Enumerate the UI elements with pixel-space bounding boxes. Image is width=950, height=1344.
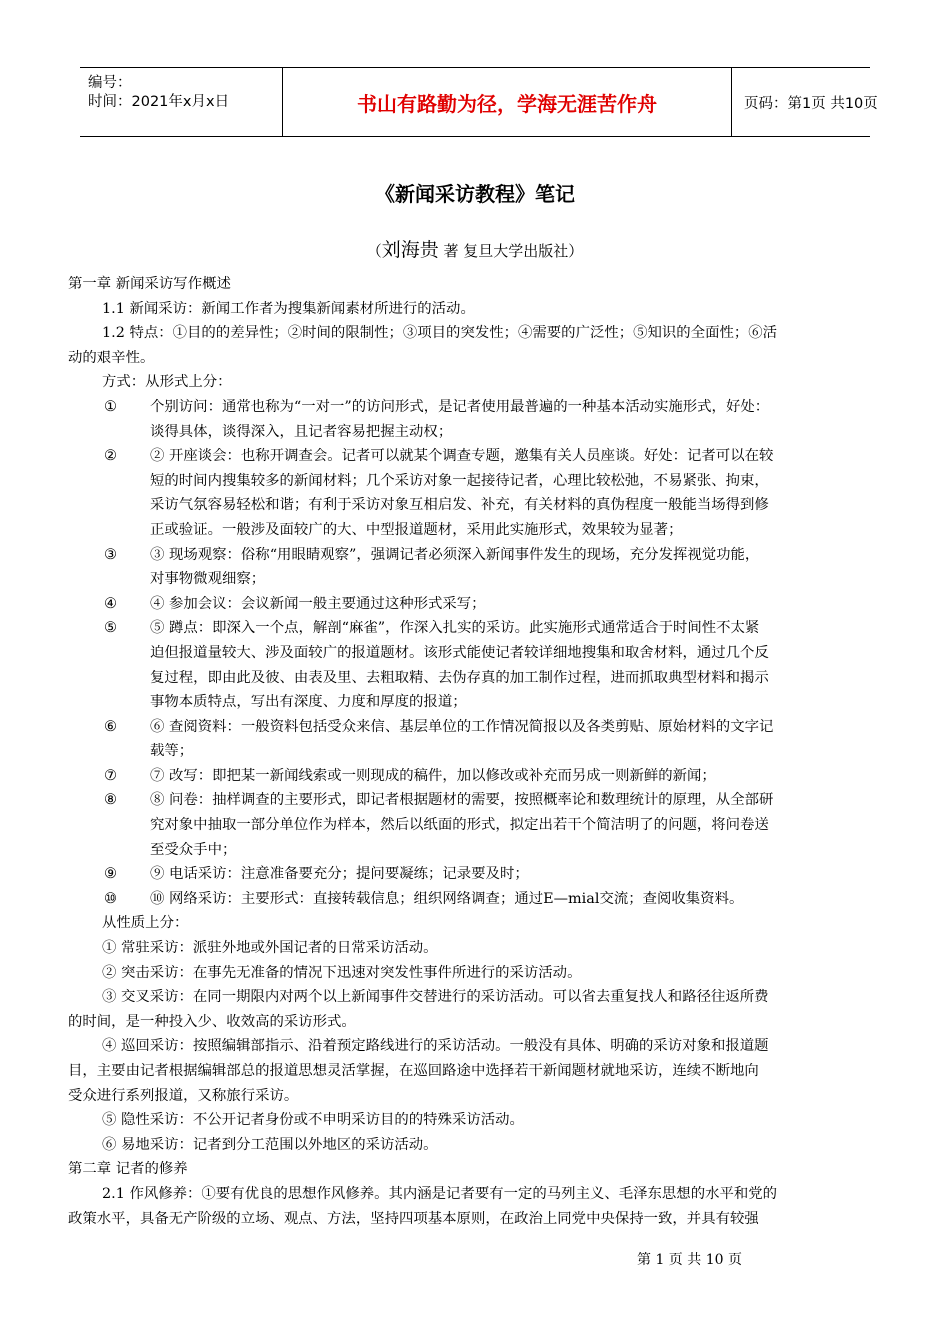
list-text: 对事物微观细察； (150, 571, 266, 588)
chapter-heading: 第一章 新闻采访写作概述 (68, 276, 231, 292)
list-text: 究对象中抽取一部分单位作为样本，然后以纸面的形式，拟定出若干个简洁明了的问题，将问卷送 (150, 817, 769, 834)
paragraph-line: 1.1 新闻采访：新闻工作者为搜集新闻素材所进行的活动。 (102, 300, 475, 317)
list-text: ④ 参加会议：会议新闻一般主要通过这种形式采写； (150, 595, 486, 612)
paragraph-line: 从性质上分： (102, 915, 189, 932)
paragraph-line: 动的艰辛性。 (68, 349, 155, 366)
list-text: ⑥ 查阅资料：一般资料包括受众来信、基层单位的工作情况简报以及各类剪贴、原始材料的文字记 (150, 718, 774, 735)
paragraph-line: 受众进行系列报道，又称旅行采访。 (68, 1087, 299, 1104)
list-text: 载等； (150, 743, 194, 760)
number-label: 编号： (88, 75, 132, 91)
motto: 书山有路勤为径，学海无涯苦作舟 (282, 68, 732, 136)
paragraph-line: 1.2 特点：①目的的差异性；②时间的限制性；③项目的突发性；④需要的广泛性；⑤知识的全面性；⑥活 (102, 325, 778, 342)
list-number: ⑨ (104, 866, 117, 883)
list-item (68, 543, 880, 592)
list-item (68, 395, 880, 444)
list-number: ⑩ (104, 890, 117, 907)
list-item (68, 444, 880, 542)
list-text: 正或验证。一般涉及面较广的大、中型报道题材，采用此实施形式，效果较为显著； (150, 521, 683, 538)
document-body (68, 272, 880, 1231)
list-text: 个别访问：通常也称为“一对一”的访问形式，是记者使用最普遍的一种基本活动实施形式，好处： (150, 398, 770, 415)
paragraph-line: 2.1 作风修养：①要有优良的思想作风修养。其内涵是记者要有一定的马列主义、毛泽东思想的水平和党的 (102, 1185, 778, 1202)
author-open: （ (366, 242, 382, 260)
list-item (68, 887, 880, 912)
list-item (68, 862, 880, 887)
list-number: ⑥ (104, 718, 117, 735)
page-footer: 第 1 页 共 10 页 (637, 1252, 742, 1268)
list-text: 事物本质特点，写出有深度、力度和厚度的报道； (150, 694, 467, 711)
header-table (80, 67, 878, 137)
paragraph-line: ④ 巡回采访：按照编辑部指示、沿着预定路线进行的采访活动。一般没有具体、明确的采访对象和报道题 (102, 1038, 769, 1055)
list-item (68, 616, 880, 714)
paragraph-line: 目，主要由记者根据编辑部总的报道思想灵活掌握，在巡回路途中选择若干新闻题材就地采访，连续不断地向 (68, 1063, 759, 1079)
chapter-heading: 第二章 记者的修养 (68, 1161, 188, 1178)
list-number: ② (104, 448, 117, 465)
list-text: ② 开座谈会：也称开调查会。记者可以就某个调查专题，邀集有关人员座谈。好处：记者可以在较 (150, 448, 774, 465)
list-text: ⑧ 问卷：抽样调查的主要形式，即记者根据题材的需要，按照概率论和数理统计的原理，从全部研 (150, 792, 774, 809)
list-number: ⑤ (104, 620, 117, 637)
list-text: 采访气氛容易轻松和谐；有利于采访对象互相启发、补充，有关材料的真伪程度一般能当场得到修 (150, 497, 769, 514)
header-left-cell (80, 68, 282, 136)
list-number: ④ (104, 595, 117, 612)
list-item (68, 764, 880, 789)
list-text: ⑨ 电话采访：注意准备要充分；提问要凝练；记录要及时； (150, 866, 529, 883)
list-text: 谈得具体，谈得深入，且记者容易把握主动权； (150, 423, 453, 440)
paragraph-line: 方式：从形式上分： (102, 374, 232, 391)
paragraph-line: ⑥ 易地采访：记者到分工范围以外地区的采访活动。 (102, 1136, 438, 1153)
list-item (68, 715, 880, 764)
page-info: 页码：第1页 共10页 (744, 95, 878, 112)
list-text: 迫但报道量较大、涉及面较广的报道题材。该形式能使记者较详细地搜集和取舍材料，通过几个反 (150, 644, 769, 661)
document-title: 《新闻采访教程》笔记 (375, 182, 575, 206)
list-number: ③ (104, 546, 117, 563)
list-text: ③ 现场观察：俗称“用眼睛观察”，强调记者必须深入新闻事件发生的现场，充分发挥视觉功能， (150, 546, 760, 563)
time-label: 时间：2021年x月x日 (88, 94, 230, 110)
list-number: ⑦ (104, 767, 117, 784)
paragraph-line: ⑤ 隐性采访：不公开记者身份或不申明采访目的的特殊采访活动。 (102, 1112, 524, 1129)
author-line (0, 235, 950, 262)
list-number: ⑧ (104, 792, 117, 809)
paragraph-line: ① 常驻采访：派驻外地或外国记者的日常采访活动。 (102, 940, 438, 957)
list-text: 至受众手中； (150, 841, 237, 858)
paragraph-line: ③ 交叉采访：在同一期限内对两个以上新闻事件交替进行的采访活动。可以省去重复找人和路径往返所费 (102, 989, 769, 1006)
list-item (68, 592, 880, 617)
author-publisher: 著 复旦大学出版社） (438, 242, 584, 260)
list-item (68, 788, 880, 862)
list-text: 短的时间内搜集较多的新闻材料；几个采访对象一起接待记者，心理比较松弛，不易紧张、拘束， (150, 472, 769, 489)
list-text: ⑩ 网络采访：主要形式：直接转载信息；组织网络调查；通过E—mial交流；查阅收集资料。 (150, 890, 744, 907)
list-text: ⑦ 改写：即把某一新闻线索或一则现成的稿件，加以修改或补充而另成一则新鲜的新闻； (150, 767, 716, 784)
paragraph-line: 的时间，是一种投入少、收效高的采访形式。 (68, 1013, 356, 1030)
paragraph-line: ② 突击采访：在事先无准备的情况下迅速对突发性事件所进行的采访活动。 (102, 964, 582, 981)
paragraph-line: 政策水平，具备无产阶级的立场、观点、方法，坚持四项基本原则，在政治上同党中央保持一致，并具有较强 (68, 1210, 759, 1227)
author-name: 刘海贵 (381, 239, 439, 261)
list-text: ⑤ 蹲点：即深入一个点，解剖“麻雀”，作深入扎实的采访。此实施形式通常适合于时间性不太紧 (150, 620, 760, 637)
list-number: ① (104, 398, 117, 415)
list-text: 复过程，即由此及彼、由表及里、去粗取精、去伪存真的加工制作过程，进而抓取典型材料和揭示 (150, 669, 769, 686)
